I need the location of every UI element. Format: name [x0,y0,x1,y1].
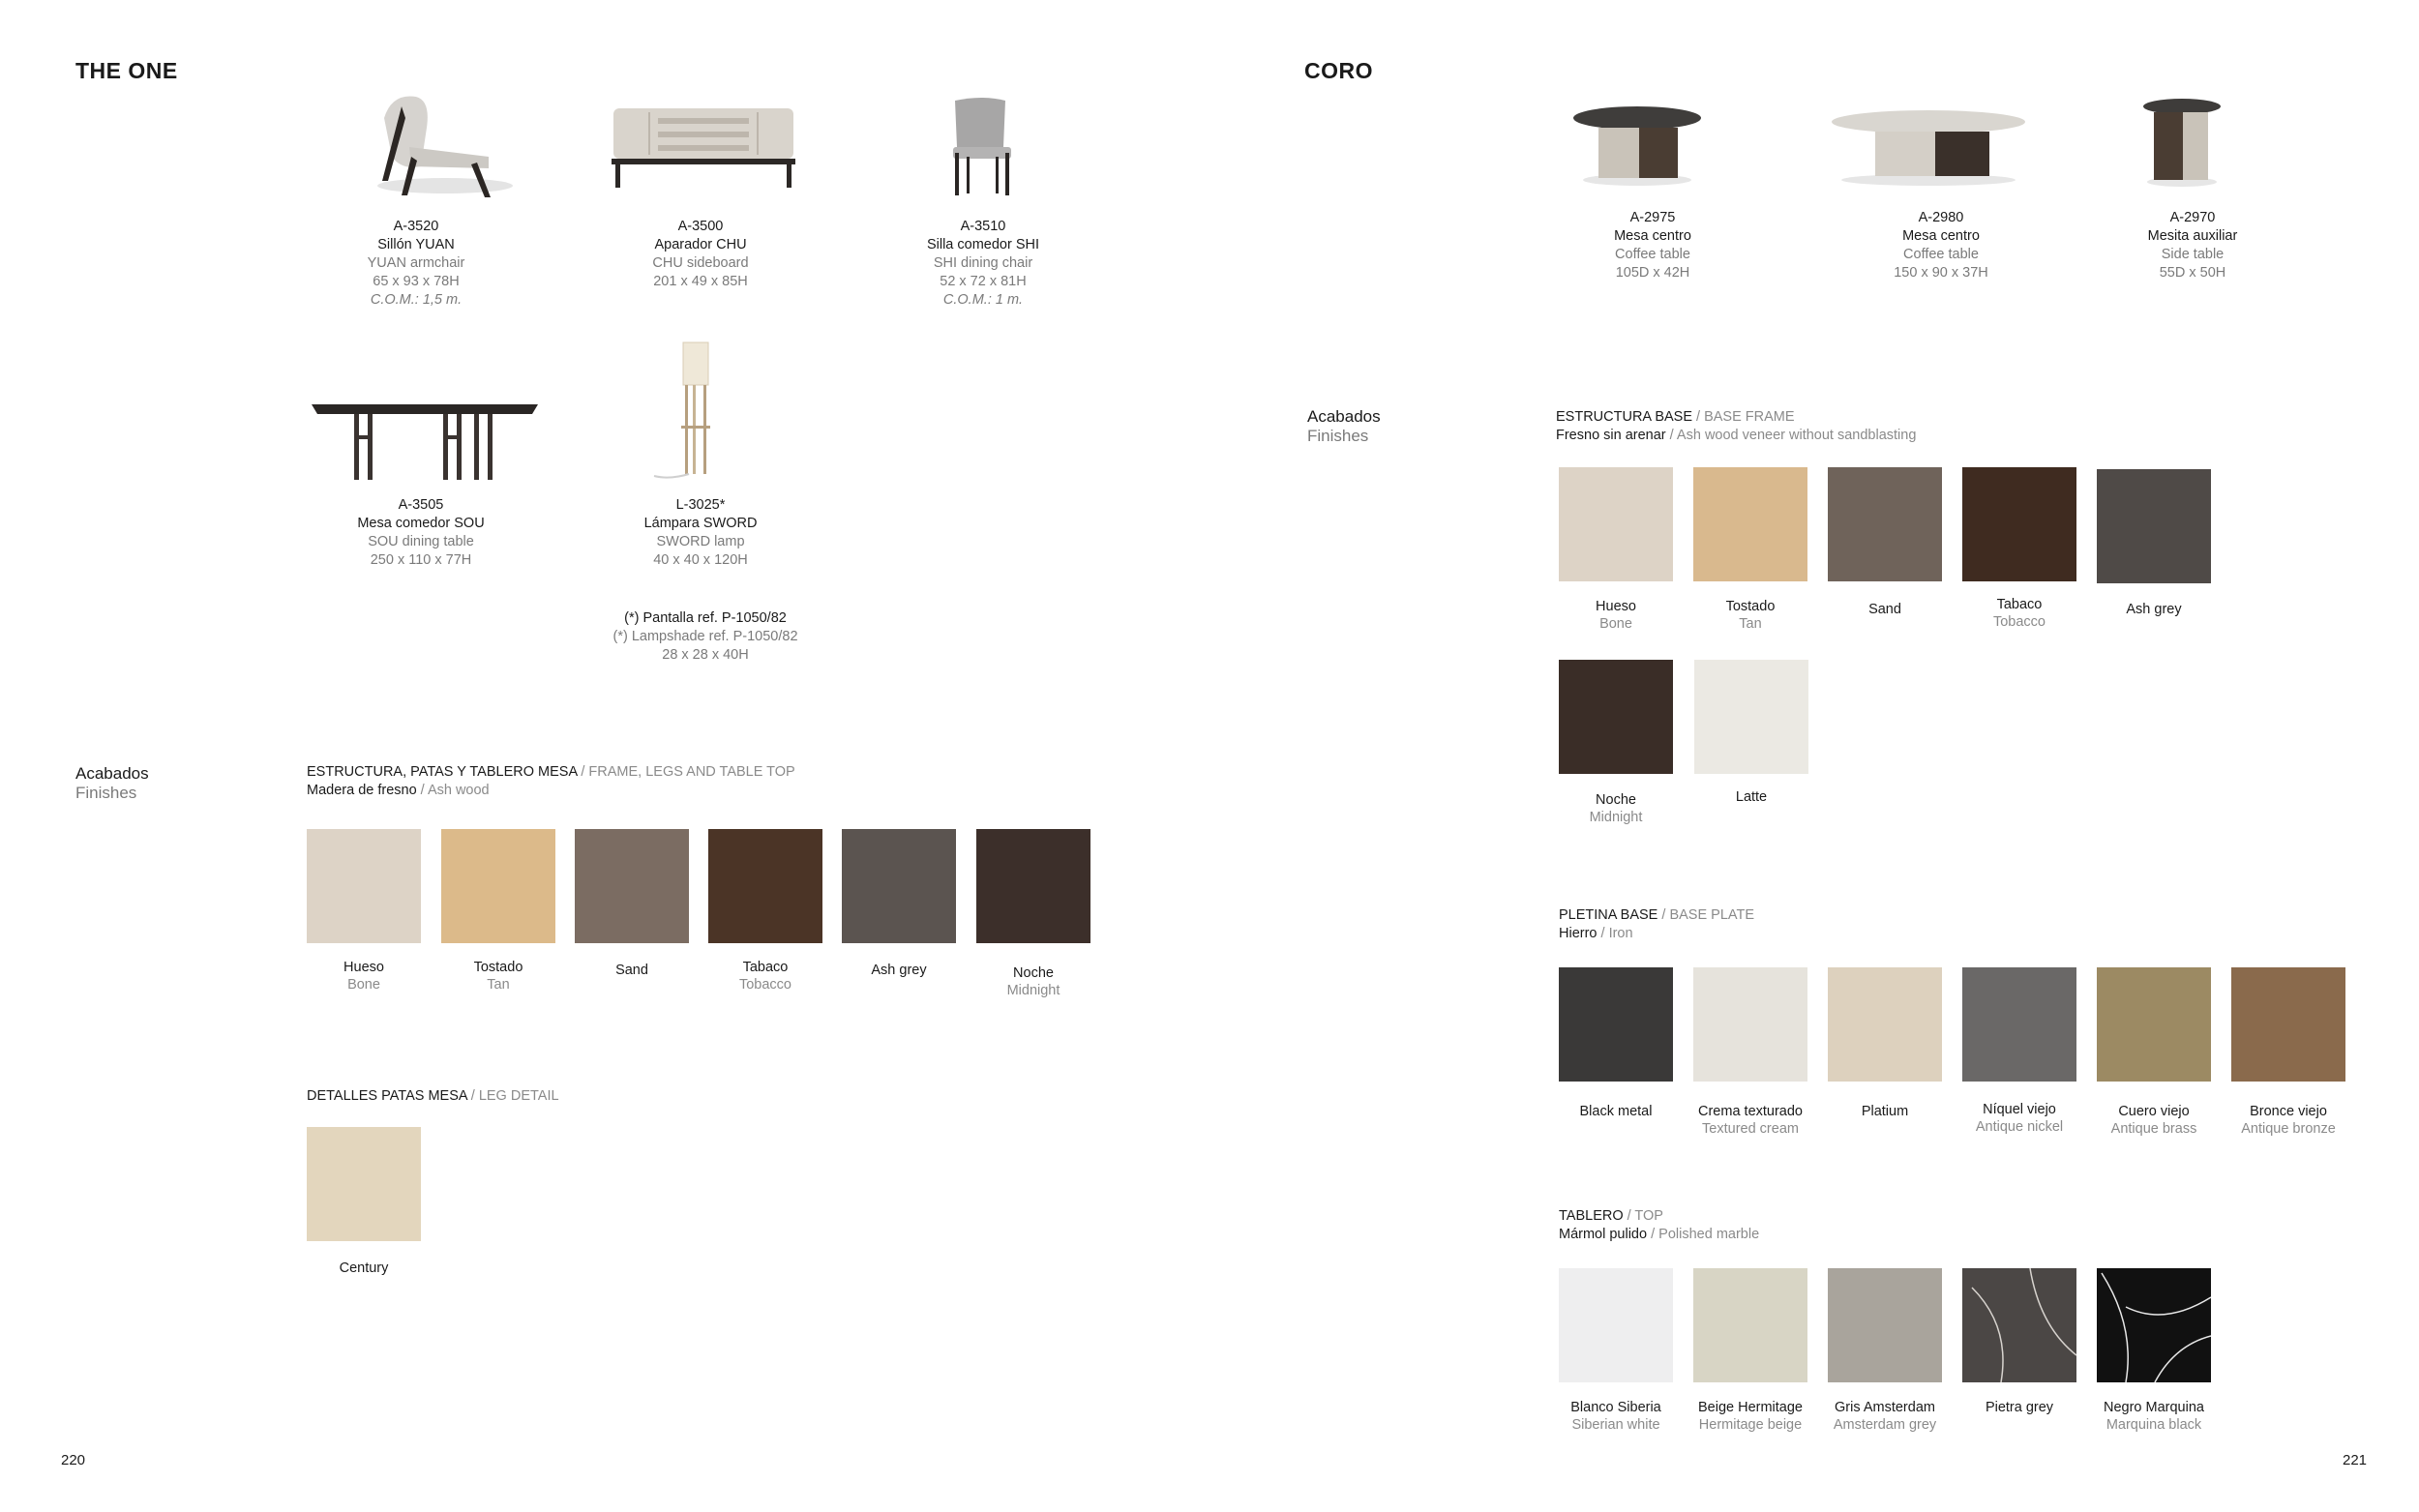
swatch-name-es: Cuero viejo [2118,1104,2190,1119]
finishes-label-en: Finishes [1307,427,1369,445]
swatch-name-en: Tan [1739,616,1762,632]
swatch-name-es: Noche [1013,965,1054,981]
swatch-name-es: Sand [615,963,648,978]
note-dims: 28 x 28 x 40H [662,647,749,663]
swatch-name-en: Siberian white [1571,1417,1660,1433]
swatch-name-es: Níquel viejo [1983,1102,2056,1117]
product-name-en: Side table [2161,247,2225,262]
swatch-name-en: Tobacco [738,977,791,993]
product-dims: 150 x 90 x 37H [1894,265,1988,281]
swatch-sand [575,829,689,943]
swatch-name-es: Crema texturado [1698,1104,1803,1119]
product-name: Lámpara SWORD [643,516,758,531]
sou-dining-table-image [308,397,542,482]
page-title-the-one: THE ONE [75,58,178,83]
swatch-name-es: Sand [1868,602,1901,617]
product-name-en: YUAN armchair [367,255,465,271]
swatch-label [1543,598,1688,633]
swatch-label [1947,1101,2092,1136]
swatch-name-en: Antique bronze [2241,1121,2336,1137]
swatch-name-es: Tostado [473,960,523,975]
product-dims: 52 x 72 x 81H [940,274,1027,289]
swatch-label [2216,1103,2361,1138]
swatch-label [693,959,838,993]
finish-group-header [307,763,795,800]
swatch-label [1812,1103,1957,1120]
swatch-noche [976,829,1090,943]
swatch-label [1678,598,1823,633]
product-code: A-3520 [393,219,439,234]
group-title-es: ESTRUCTURA BASE [1556,409,1692,425]
swatch-label [426,959,571,993]
note-es: (*) Pantalla ref. P-1050/82 [624,610,787,626]
note-en: (*) Lampshade ref. P-1050/82 [612,629,798,644]
finishes-label-en: Finishes [75,784,137,802]
swatch-name-en: Antique nickel [1975,1119,2064,1135]
product-name: Silla comedor SHI [926,237,1040,252]
product-name: Sillón YUAN [377,237,455,252]
product-dims: 250 x 110 x 77H [370,552,472,568]
swatch-bronce-viejo [2231,967,2345,1082]
swatch-beige-hermitage [1693,1268,1807,1382]
swatch-tabaco [1962,467,2076,581]
base-plate-header [1559,906,1754,943]
product-name: Mesa centro [1614,228,1691,244]
swatch-name-es: Tabaco [742,960,789,975]
group-material-es: Fresno sin arenar [1556,428,1666,443]
swatch-name-en: Antique brass [2110,1121,2197,1137]
swatch-hueso [307,829,421,943]
group-material-en: / Polished marble [1647,1227,1760,1242]
swatch-label [961,964,1106,999]
swatch-label [1679,788,1824,806]
coro-coffee-table-oval-image [1827,106,2030,190]
swatch-name-es: Bronce viejo [2250,1104,2327,1119]
product-name: Mesita auxiliar [2147,228,2238,244]
group-title-es: ESTRUCTURA, PATAS Y TABLERO MESA [307,764,578,780]
swatch-name-en: Amsterdam grey [1833,1417,1937,1433]
group-material-en: / Ash wood [416,783,490,798]
swatch-ash-grey [842,829,956,943]
product-name: Mesa centro [1902,228,1980,244]
swatch-pietra-grey [1962,1268,2076,1382]
product-dims: 55D x 50H [2159,265,2226,281]
swatch-name-es: Hueso [1596,599,1636,614]
swatch-label [2081,601,2226,618]
swatch-label [2081,1103,2226,1138]
product-a3500 [555,218,846,291]
product-name-en: SOU dining table [368,534,474,549]
swatch-sand [1828,467,1942,581]
product-dims: 201 x 49 x 85H [653,274,748,289]
swatch-label [291,1260,436,1277]
product-a3510 [838,218,1128,310]
swatch-name-es: Ash grey [2126,602,2182,617]
product-code: A-2980 [1918,210,1964,225]
lampshade-note [551,609,860,665]
swatch-name-en: Bone [1599,616,1632,632]
swatch-name-en: Midnight [1589,810,1643,825]
swatch-name-es: Black metal [1579,1104,1653,1119]
swatch-label [826,962,971,979]
swatch-blanco-siberia [1559,1268,1673,1382]
product-code: A-3505 [398,497,444,513]
swatch-label [1543,791,1688,826]
swatch-niquel-viejo [1962,967,2076,1082]
swatch-latte [1694,660,1808,774]
product-l3025 [555,496,846,570]
swatch-ash-grey [2097,469,2211,583]
finishes-label-left [75,764,149,803]
product-name: Mesa comedor SOU [357,516,485,531]
product-code: A-3500 [677,219,724,234]
swatch-label [1543,1399,1688,1434]
sword-lamp-image [650,339,737,484]
swatch-label [1543,1103,1688,1120]
group-title-es: DETALLES PATAS MESA [307,1088,467,1104]
group-material-es: Madera de fresno [307,783,417,798]
swatch-noche [1559,660,1673,774]
group-title-en: / LEG DETAIL [466,1088,559,1104]
swatch-label [1947,1399,2092,1416]
swatch-cuero-viejo [2097,967,2211,1082]
product-name-en: CHU sideboard [652,255,749,271]
product-code: A-2975 [1629,210,1676,225]
swatch-name-es: Negro Marquina [2104,1400,2204,1415]
group-title-es: PLETINA BASE [1559,907,1658,923]
product-code: L-3025* [675,497,726,513]
leg-detail-header [307,1087,559,1106]
marble-veins-icon [1962,1268,2076,1382]
product-a2970 [2047,209,2338,282]
swatch-name-es: Platium [1861,1104,1909,1119]
group-material-es: Hierro [1559,926,1598,941]
swatch-name-en: Hermitage beige [1698,1417,1803,1433]
shi-chair-image [943,95,1023,199]
group-title-es: TABLERO [1559,1208,1624,1224]
swatch-name-en: Bone [347,977,380,993]
product-name-en: Coffee table [1903,247,1979,262]
swatch-tostado [1693,467,1807,581]
swatch-crema-texturado [1693,967,1807,1082]
swatch-name-es: Tabaco [1996,597,2043,612]
swatch-name-en: Tobacco [1992,614,2046,630]
finishes-label-es: Acabados [1307,407,1381,426]
product-dims: 40 x 40 x 120H [653,552,748,568]
product-name: Aparador CHU [654,237,747,252]
swatch-label [1812,601,1957,618]
swatch-label [1678,1399,1823,1434]
product-a3505 [276,496,566,570]
swatch-gris-amsterdam [1828,1268,1942,1382]
swatch-name-es: Latte [1735,789,1768,805]
coro-side-table-image [2138,97,2225,190]
product-name-en: SHI dining chair [933,255,1033,271]
product-com: C.O.M.: 1 m. [942,292,1024,308]
marble-veins-icon [2097,1268,2211,1382]
page-title-coro: CORO [1304,58,1373,83]
swatch-name-es: Ash grey [871,963,927,978]
group-material-es: Mármol pulido [1559,1227,1648,1242]
finishes-label-es: Acabados [75,764,149,783]
swatch-black-metal [1559,967,1673,1082]
swatch-label [559,962,704,979]
finishes-label-right [1307,407,1381,446]
swatch-label [1947,596,2092,631]
coro-coffee-table-round-image [1569,101,1705,190]
swatch-name-es: Century [339,1260,389,1276]
base-frame-header [1556,408,1916,445]
swatch-name-es: Beige Hermitage [1698,1400,1803,1415]
product-dims: 65 x 93 x 78H [373,274,460,289]
product-name-en: SWORD lamp [656,534,745,549]
page-number-left: 220 [61,1452,86,1468]
swatch-name-es: Hueso [343,960,384,975]
swatch-negro-marquina [2097,1268,2211,1382]
chu-sideboard-image [610,104,798,190]
group-title-en: / BASE PLATE [1657,907,1755,923]
swatch-name-en: Textured cream [1702,1121,1799,1137]
swatch-name-es: Noche [1596,792,1636,808]
swatch-tostado [441,829,555,943]
swatch-tabaco [708,829,822,943]
swatch-century [307,1127,421,1241]
swatch-name-en: Midnight [1006,983,1060,998]
group-title-en: / TOP [1623,1208,1663,1224]
swatch-label [1678,1103,1823,1138]
product-code: A-3510 [960,219,1006,234]
page-number-right: 221 [2343,1452,2368,1468]
swatch-name-es: Gris Amsterdam [1835,1400,1935,1415]
product-a2975 [1508,209,1798,282]
swatch-name-en: Tan [487,977,510,993]
group-material-en: / Iron [1597,926,1633,941]
swatch-platium [1828,967,1942,1082]
swatch-hueso [1559,467,1673,581]
group-title-en: / BASE FRAME [1692,409,1795,425]
group-title-en: / FRAME, LEGS AND TABLE TOP [577,764,795,780]
swatch-name-es: Blanco Siberia [1570,1400,1661,1415]
swatch-label [1812,1399,1957,1434]
top-header [1559,1207,1759,1244]
group-material-en: / Ash wood veneer without sandblasting [1665,428,1917,443]
product-name-en: Coffee table [1615,247,1690,262]
swatch-label [2081,1399,2226,1434]
yuan-armchair-image [363,89,518,203]
swatch-label [291,959,436,993]
product-dims: 105D x 42H [1615,265,1690,281]
product-a3520 [271,218,561,310]
product-code: A-2970 [2169,210,2216,225]
product-a2980 [1796,209,2086,282]
swatch-name-es: Tostado [1725,599,1776,614]
swatch-name-en: Marquina black [2105,1417,2202,1433]
swatch-name-es: Pietra grey [1985,1400,2054,1415]
product-com: C.O.M.: 1,5 m. [370,292,463,308]
